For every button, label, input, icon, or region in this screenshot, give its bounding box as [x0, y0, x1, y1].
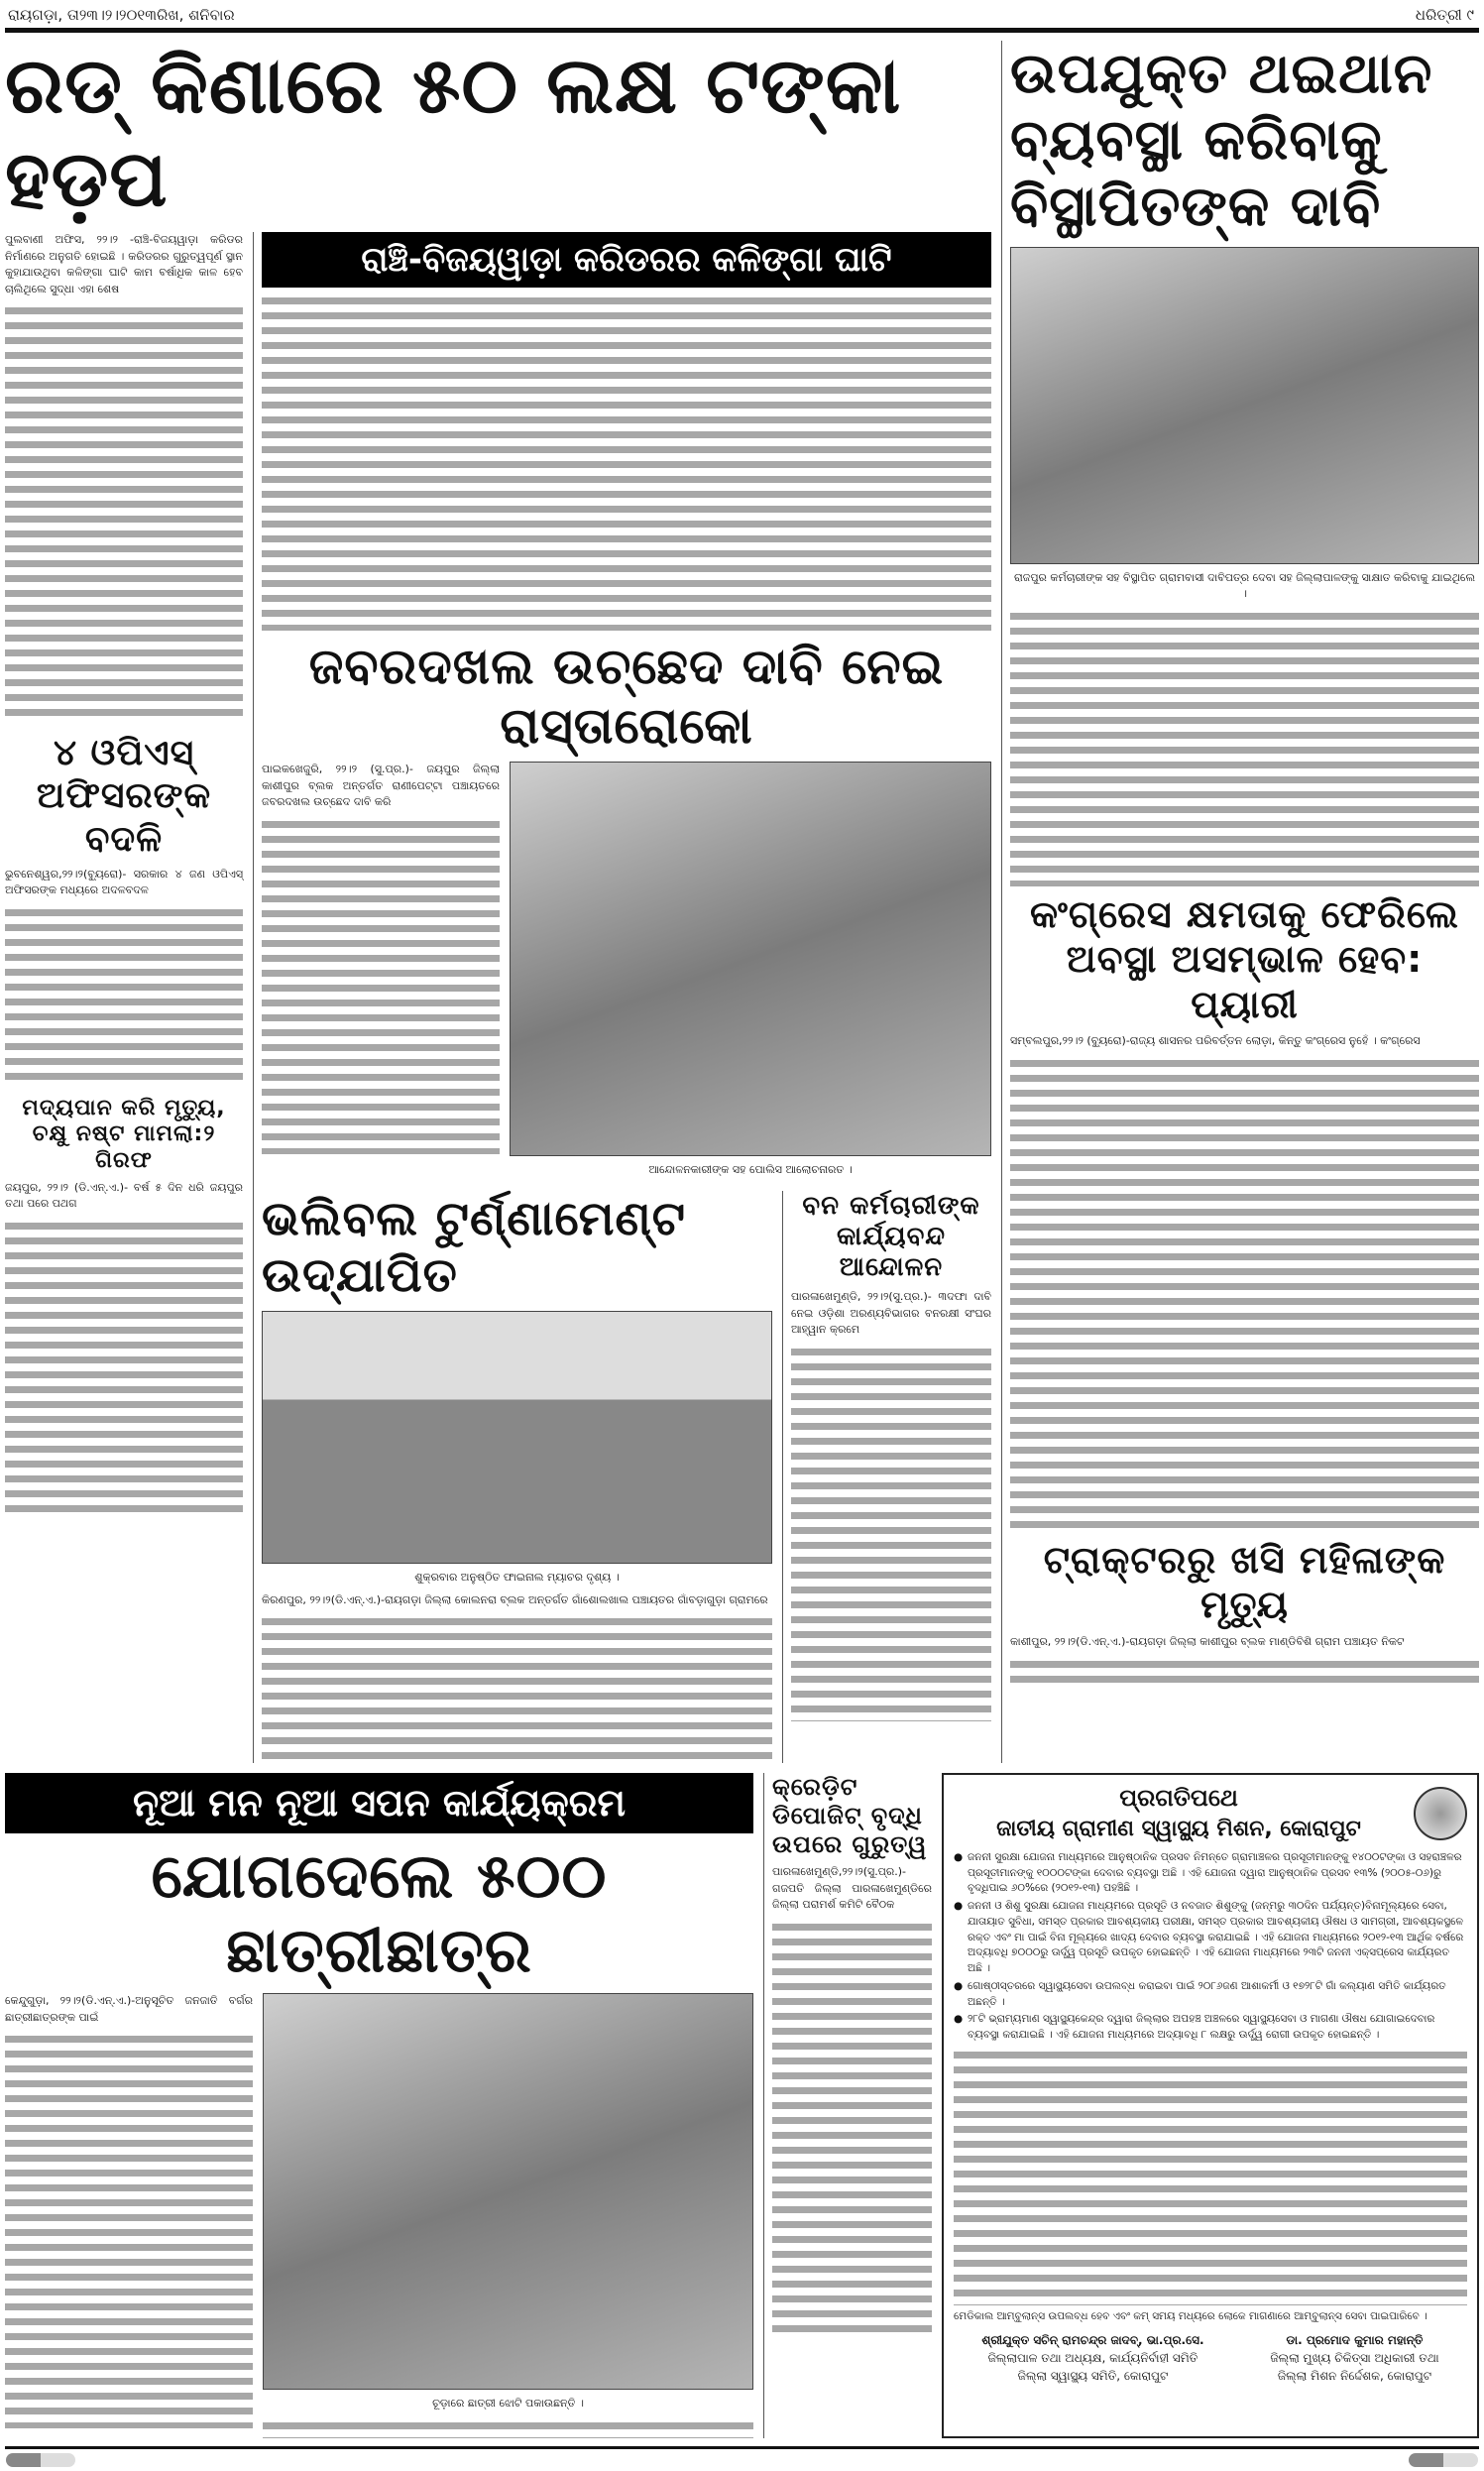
headline-rod-scam: ରଡ୍ କିଣାରେ ୫୦ ଲକ୍ଷ ଟଙ୍କା ହଡ଼ପ	[5, 42, 902, 224]
nrhm-advertisement	[942, 1773, 1479, 2438]
photo-students-rangoli	[263, 1993, 753, 2390]
photo-volleyball-match	[262, 1311, 772, 1564]
headline-tractor-death: ଟ୍ରାକ୍ଟରରୁ ଖସି ମହିଳାଙ୍କ ମୃତ୍ୟୁ	[1043, 1537, 1446, 1627]
article-body	[262, 1614, 772, 1763]
article-body	[263, 2418, 753, 2438]
banner-nua-mana: ନୂଆ ମନ ନୂଆ ସପନ କାର୍ଯ୍ୟକ୍ରମ	[5, 1773, 753, 1833]
banner-corridor: ରାଞ୍ଚି-ବିଜୟୱାଡ଼ା କରିଡରର କଳିଙ୍ଗା ଘାଟି	[262, 232, 991, 288]
headline-liquor-death: ମଦ୍ୟପାନ କରି ମୃତ୍ୟୁ, ଚକ୍ଷୁ ନଷ୍ଟ ମାମଲା:୨ ଗିରଫ	[22, 1095, 226, 1173]
article-body	[1010, 1657, 1479, 1687]
footer-decoration	[1409, 2453, 1478, 2467]
advert-closing: ମେଡିକାଲ ଆମ୍ବୁଲାନ୍ସ ଉପଲବ୍ଧ ହେବ ଏବଂ କମ୍ ସମୟ ମଧ୍ୟରେ ଲୋକେ ମାଗଣାରେ ଆମ୍ବୁଲାନ୍ସ ସେବା ପାଇପାରିବେ ।	[954, 2309, 1427, 2322]
article-lead: କେନ୍ଦୁଗୁଡ଼ା, ୨୨।୨(ଡି.ଏନ୍.ଏ.)-ଅନୁସୂଚିତ ଜନଜାତି ବର୍ଗର ଛାତ୍ରୀଛାତ୍ରଙ୍କ ପାଇଁ	[5, 1994, 253, 2024]
article-body	[5, 1219, 243, 1516]
top-section	[0, 33, 1484, 1763]
advert-title: ପ୍ରଗତିପଥେ	[1119, 1784, 1238, 1813]
page-label: ଧରିତ୍ରୀ ୯	[1415, 6, 1474, 24]
headline-500-students: ଯୋଗଦେଲେ ୫୦୦ ଛାତ୍ରୀଛାତ୍ର	[151, 1839, 608, 1986]
photo-police-talks	[510, 762, 991, 1156]
footer	[0, 2449, 1484, 2471]
bottom-section	[0, 1763, 1484, 2438]
article-body	[262, 817, 500, 1154]
article-lead: କାଶୀପୁର, ୨୨।୨(ଡି.ଏନ୍.ଏ.)-ରାୟଗଡ଼ା ଜିଲ୍ଲା କାଶୀପୁର ବ୍ଲକ ମାଣ୍ଡିବିଶି ଗ୍ରାମ ପଞ୍ଚାୟତ ନିକଟ	[1010, 1635, 1405, 1649]
advert-subtitle: ଜାତୀୟ ଗ୍ରାମୀଣ ସ୍ୱାସ୍ଥ୍ୟ ମିଶନ, କୋରାପୁଟ	[996, 1817, 1361, 1842]
photo-caption: ରାଜପୁର କର୍ମଚାରୀଙ୍କ ସହ ବିସ୍ଥାପିତ ଗ୍ରାମବାସୀ ଦାବିପତ୍ର ଦେବା ସହ ଜିଲ୍ଲାପାଳଙ୍କୁ ସାକ୍ଷାତ କରିବାକୁ ଯାଇଥିଲେ ।	[1013, 570, 1476, 601]
advert-bullet: ● ଜନନୀ ସୁରକ୍ଷା ଯୋଜନା ମାଧ୍ୟମରେ ଆନୁଷ୍ଠାନିକ ପ୍ରସବ ନିମନ୍ତେ ଗ୍ରାମାଞ୍ଚଳର ପ୍ରସୂତୀମାନଙ୍କୁ ୧୪୦୦ଟଙ୍କା ଓ ସହରାଞ୍ଚଳର ପ୍ରସୂତୀମାନଙ୍କୁ ୧୦୦୦ଟଙ୍କା ଦେବାର ବ୍ୟବସ୍ଥା ଅଛି । ଏହି ଯୋଜନା ଦ୍ୱାରା ଆନୁଷ୍ଠାନିକ ପ୍ରସବ ୧୩% (୨୦୦୫-୦୬)ରୁ ବୃଦ୍ଧିପାଇ ୬୦%ରେ (୨୦୧୨-୧୩) ପହଞ୍ଚିଛି ।	[954, 1850, 1462, 1895]
article-lead: ପାରଳାଖେମୁଣ୍ଡି, ୨୨।୨(ସୁ.ପ୍ର.)- ୩ଦଫା ଦାବି ନେଇ ଓଡ଼ିଶା ଅରଣ୍ୟବିଭାଗର ବନରକ୍ଷୀ ସଂଘର ଆହ୍ୱାନ କ୍ରମେ	[791, 1290, 991, 1337]
article-lead: ପାଇକଖେଜୁରି, ୨୨।୨ (ସୁ.ପ୍ର.)- ଜୟପୁର ଜିଲ୍ଲା କାଶୀପୁର ବ୍ଲକ ଅନ୍ତର୍ଗତ ରାଣୀପେଟ୍ଟା ପଞ୍ଚାୟତରେ ଜବରଦଖଲ ଉଚ୍ଛେଦ ଦାବି କରି	[262, 763, 500, 809]
article-lead: କିରଣପୁର, ୨୨।୨(ଡି.ଏନ୍.ଏ.)-ରାୟଗଡ଼ା ଜିଲ୍ଲା କୋଲନରା ବ୍ଲକ ଅନ୍ତର୍ଗତ ଗାଁଶୋଲଖାଲ ପଞ୍ଚାୟତର ଗାଁବଡ଼ାଗୁଡ଼ା ଗ୍ରାମରେ	[262, 1592, 768, 1606]
article-lead: ଭୁବନେଶ୍ୱର,୨୨।୨(ବ୍ୟୁରୋ)- ସରକାର ୪ ଜଣ ଓପିଏସ୍ ଅଫିସରଙ୍କ ମଧ୍ୟରେ ଅଦଳବଦଳ	[5, 867, 243, 897]
photo-displaced-protest	[1010, 247, 1479, 564]
article-body	[1010, 1056, 1479, 1532]
headline-pyari-congress: କଂଗ୍ରେସ କ୍ଷମତାକୁ ଫେରିଲେ ଅବସ୍ଥା ଅସମ୍ଭାଳ ହେବ: ପ୍ୟାରୀ	[1030, 891, 1459, 1026]
photo-caption: ଶୁକ୍ରବାର ଅନୁଷ୍ଠିତ ଫାଇନାଲ ମ୍ୟାଚର ଦୃଶ୍ୟ ।	[414, 1571, 620, 1585]
headline-rehabilitation: ଉପଯୁକ୍ତ ଥଇଥାନ ବ୍ୟବସ୍ଥା କରିବାକୁ ବିସ୍ଥାପିତଙ୍କ ଦାବି	[1010, 42, 1433, 240]
odisha-emblem-icon	[1414, 1787, 1467, 1840]
dateline: ରାୟଗଡ଼ା, ତା୨୩।୨।୨୦୧୩ରିଖ, ଶନିବାର	[8, 6, 235, 24]
footer-decoration	[6, 2453, 75, 2467]
photo-caption: ଆନ୍ଦୋଳନକାରୀଙ୍କ ସହ ପୋଲିସ ଆଲୋଚନାରତ ।	[648, 1163, 853, 1177]
article-lead: ଜୟପୁର, ୨୨।୨ (ଡି.ଏନ୍.ଏ.)- ବର୍ଷ ୫ ଦିନ ଧରି ଜୟପୁର ତଥା ପରେ ପଥଗ	[5, 1180, 243, 1211]
headline-forest-staff-strike: ବନ କର୍ମଚାରୀଙ୍କ କାର୍ଯ୍ୟବନ୍ଦ ଆନ୍ଦୋଳନ	[802, 1190, 980, 1283]
article-body	[262, 294, 991, 631]
article-body	[791, 1345, 991, 1721]
article-body	[5, 2032, 253, 2428]
headline-credit-deposit: କ୍ରେଡ଼ିଟ ଡିପୋଜିଟ୍ ବୃଦ୍ଧି ଉପରେ ଗୁରୁତ୍ୱ	[772, 1773, 928, 1858]
article-body	[5, 905, 243, 1084]
masthead	[0, 0, 1484, 26]
article-lead: ପୁଲବାଣୀ ଅଫିସ, ୨୨।୨ -ରାଞ୍ଚି-ବିଜୟୱାଡ଼ା କରିଡର ନିର୍ମାଣରେ ଅନୁଗତି ହୋଇଛି । କରିଡରର ଗୁରୁତ୍ୱପୂର୍ଣ ସ୍ଥାନ କୁହାଯାଉଥିବା କଳିଙ୍ଗା ଘାଟି କାମ ବର୍ଷାଧିକ କାଳ ହେବ ଚାଲିଥିଲେ ସୁଦ୍ଧା ଏହା ଶେଷ	[5, 233, 243, 295]
advert-bullet: ● ୨୮ଟି ଭ୍ରାମ୍ୟମାଣ ସ୍ୱାସ୍ଥ୍ୟକେନ୍ଦ୍ର ଦ୍ୱାରା ଜିଲ୍ଲାର ଅପହଞ୍ଚ ଅଞ୍ଚଳରେ ସ୍ୱାସ୍ଥ୍ୟସେବା ଓ ମାଗଣା ଔଷଧ ଯୋଗାଇଦେବାର ବ୍ୟବସ୍ଥା କରାଯାଇଛି । ଏହି ଯୋଜନା ମାଧ୍ୟମରେ ଅଦ୍ୟାବଧି ୮ ଲକ୍ଷରୁ ଊର୍ଦ୍ଧ୍ୱ ରୋଗୀ ଉପକୃତ ହୋଇଛନ୍ତି ।	[954, 2013, 1435, 2042]
signatory-collector: ଶ୍ରୀଯୁକ୍ତ ସଚିନ୍ ରାମଚନ୍ଦ୍ର ଜାଦବ୍, ଭା.ପ୍ର.ସେ. ଜିଲ୍ଲାପାଳ ତଥା ଅଧ୍ୟକ୍ଷ, କାର୍ଯ୍ୟନିର୍ବାହୀ ସମିତି ଜିଲ୍ଲା ସ୍ୱାସ୍ଥ୍ୟ ସମିତି, କୋରାପୁଟ	[981, 2332, 1204, 2383]
headline-volleyball: ଭଲିବଲ ଟୁର୍ଣ୍ଣାମେଣ୍ଟ ଉଦ୍ଯାପିତ	[262, 1190, 687, 1304]
headline-ops-transfer: ୪ ଓପିଏସ୍ ଅଫିସରଙ୍କ ବଦଳି	[36, 733, 212, 860]
article-lead: ସମ୍ବଲପୁର,୨୨।୨ (ବ୍ୟୁରୋ)-ରାଜ୍ୟ ଶାସନର ପରିବର୍ତ୍ତନ ଲୋଡ଼ା, କିନ୍ତୁ କଂଗ୍ରେସ ନୁହେଁ । କଂଗ୍ରେସ	[1010, 1034, 1421, 1048]
article-lead: ପାରଳାଖେମୁଣ୍ଡି,୨୨।୨(ସୁ.ପ୍ର.)- ଗଜପତି ଜିଲ୍ଲା ପାରଳାଖେମୁଣ୍ଡିରେ ଜିଲ୍ଲା ପରାମର୍ଶ କମିଟି ବୈଠକ	[772, 1865, 932, 1912]
advert-bullet: ● ଜନନୀ ଓ ଶିଶୁ ସୁରକ୍ଷା ଯୋଜନା ମାଧ୍ୟମରେ ପ୍ରସୂତି ଓ ନବଜାତ ଶିଶୁଙ୍କୁ (ଜନ୍ମରୁ ୩୦ଦିନ ପର୍ଯ୍ୟନ୍ତ)ବିନାମୂଲ୍ୟରେ ସେବା, ଯାତାୟାତ ସୁବିଧା, ସମସ୍ତ ପ୍ରକାର ଆବଶ୍ୟକୀୟ ପରୀକ୍ଷା, ସମସ୍ତ ପ୍ରକାର ଆବଶ୍ୟକୀୟ ଔଷଧ ଓ ସାମଗ୍ରୀ, ଆବଶ୍ୟକସ୍ଥଳେ ରକ୍ତ ଏବଂ ମା ପାଇଁ ବିନା ମୂଲ୍ୟରେ ଖାଦ୍ୟ ଦେବାର ବ୍ୟବସ୍ଥା କରାଯାଇଛି । ଏହି ଯୋଜନା ମାଧ୍ୟମରେ ୨୦୧୨-୧୩ ଆର୍ଥିକ ବର୍ଷରେ ଅଦ୍ୟାବଧି ୭୦୦୦ରୁ ଊର୍ଦ୍ଧ୍ୱ ପ୍ରସୂତି ଉପକୃତ ହୋଇଛନ୍ତି । ଏହି ଯୋଜନା ମାଧ୍ୟମରେ ୨୩ଟି ଜନନୀ ଏକ୍ସପ୍ରେସ କାର୍ଯ୍ୟରତ ଅଛି ।	[954, 1900, 1464, 1975]
article-body	[5, 303, 243, 720]
headline-road-blockade: ଜବରଦଖଲ ଉଚ୍ଛେଦ ଦାବି ନେଇ ରାସ୍ତାରୋକୋ	[308, 638, 945, 756]
signatory-cdmo: ଡା. ପ୍ରମୋଦ କୁମାର ମହାନ୍ତି ଜିଲ୍ଲା ମୁଖ୍ୟ ଚିକିତ୍ସା ଅଧିକାରୀ ତଥା ଜିଲ୍ଲା ମିଶନ ନିର୍ଦ୍ଦେଶକ, କୋରାପୁଟ	[1270, 2332, 1439, 2383]
advert-more-bullets	[954, 2048, 1467, 2305]
advert-bullet: ● ଗୋଷ୍ଠୀସ୍ତରରେ ସ୍ୱାସ୍ଥ୍ୟସେବା ଉପଲବ୍ଧ କରାଇବା ପାଇଁ ୨୦୮୬ଜଣ ଆଶାକର୍ମୀ ଓ ୧୭୨୮ଟି ଗାଁ କଲ୍ୟାଣ ସମିତି କାର୍ଯ୍ୟରତ ଅଛନ୍ତି ।	[954, 1979, 1446, 2008]
photo-caption: ଚୂଡ଼ାରେ ଛାତ୍ରୀ ଝୋଟି ପକାଉଛନ୍ତି ।	[432, 2397, 584, 2411]
article-body	[772, 1920, 932, 2336]
article-body	[1010, 609, 1479, 886]
